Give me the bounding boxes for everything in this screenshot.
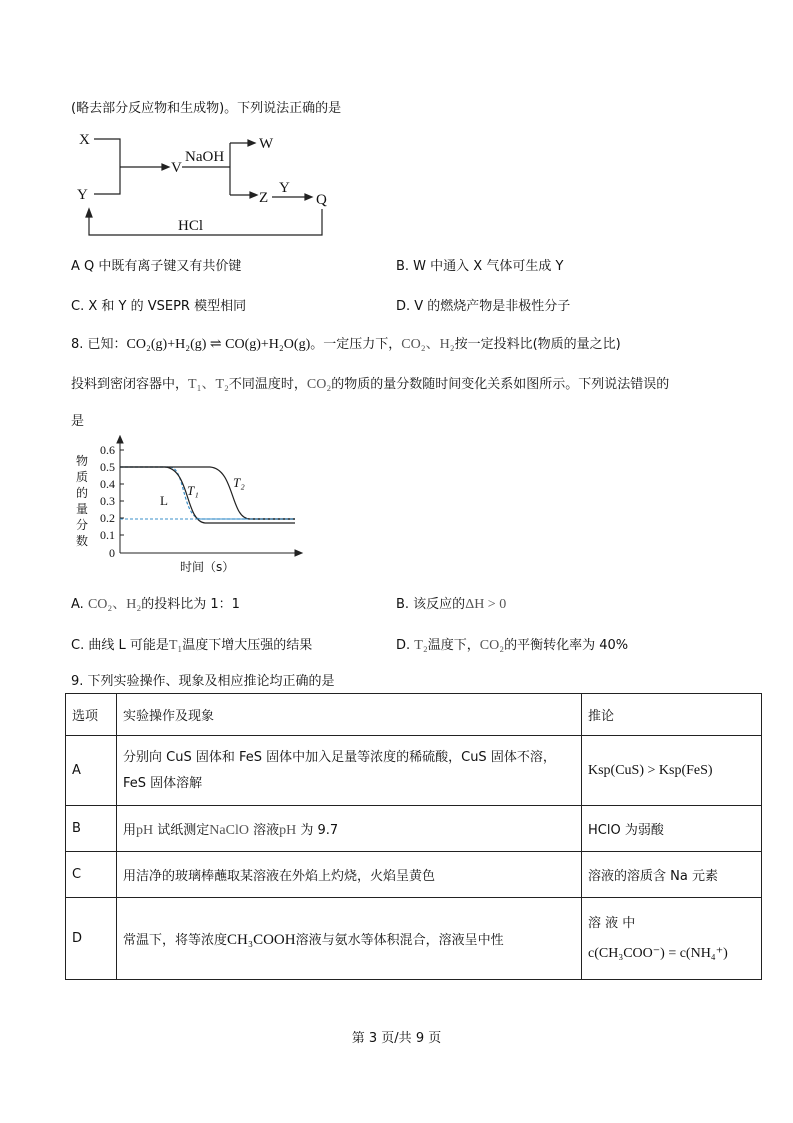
q8-line2: 投料到密闭容器中，T₁、T₂不同温度时，CO₂的物质的量分数随时间变化关系如图所示。下列说法错误的 — [71, 377, 670, 392]
q8-option-a: A. CO₂、H₂的投料比为 1：1 — [71, 597, 240, 612]
reagent-hcl: HCl — [178, 218, 204, 234]
q8-line3: 是 — [71, 414, 85, 429]
q8-option-d: D. T₂温度下，CO₂的平衡转化率为 40% — [396, 638, 629, 653]
ylabel-char-1: 物 — [75, 454, 89, 468]
row-c-operation: 用洁净的玻璃棒蘸取某溶液在外焰上灼烧，火焰呈黄色 — [117, 852, 582, 898]
page-footer: 第 3 页/共 9 页 — [351, 1031, 442, 1046]
curve-l — [120, 467, 295, 519]
q8-equation: CO₂(g)+H₂(g) ⇌ CO(g)+H₂O(g) — [126, 337, 311, 352]
row-a-conclusion: Ksp(CuS) > Ksp(FeS) — [582, 736, 762, 806]
label-l: L — [160, 493, 168, 508]
header-operation: 实验操作及现象 — [117, 694, 582, 736]
q8-option-b: B. 该反应的ΔH > 0 — [396, 597, 507, 612]
header-option: 选项 — [66, 694, 117, 736]
node-q: Q — [316, 192, 327, 208]
ylabel-char-4: 量 — [75, 502, 89, 516]
ylabel-char-6: 数 — [75, 534, 89, 548]
q8-line1: 8. 已知：CO₂(g)+H₂(g) ⇌ CO(g)+H₂O(g)。一定压力下，CO₂、H₂按一定投料比(物质的量之比) — [71, 337, 621, 352]
ytick-6: 0 — [109, 546, 115, 560]
row-c-option: C — [66, 852, 117, 898]
q8-number: 8. 已知： — [71, 337, 127, 352]
header-conclusion: 推论 — [582, 694, 762, 736]
ylabel-char-5: 分 — [75, 518, 89, 532]
node-z: Z — [259, 190, 269, 206]
node-w: W — [259, 136, 274, 152]
x-axis-label: 时间（s） — [180, 560, 235, 574]
node-y: Y — [77, 187, 88, 203]
reagent-y: Y — [279, 180, 290, 196]
q9-table — [65, 693, 762, 980]
ytick-4: 0.2 — [100, 511, 115, 525]
ytick-0: 0.6 — [100, 443, 115, 457]
row-d-operation: 常温下，将等浓度CH₃COOH溶液与氨水等体积混合，溶液呈中性 — [117, 898, 582, 980]
curve-t2 — [120, 467, 295, 519]
row-c-conclusion: 溶液的溶质含 Na 元素 — [582, 852, 762, 898]
label-t1: T₁ — [187, 483, 199, 498]
table-row — [66, 736, 762, 806]
ytick-5: 0.1 — [100, 528, 115, 542]
row-b-operation: 用pH 试纸测定NaClO 溶液pH 为 9.7 — [117, 806, 582, 852]
ytick-3: 0.3 — [100, 494, 115, 508]
table-row — [66, 898, 762, 980]
row-a-option: A — [66, 736, 117, 806]
y-axis-label — [76, 453, 88, 548]
q7-option-b: B. W 中通入 X 气体可生成 Y — [396, 259, 564, 274]
q7-option-d: D. V 的燃烧产物是非极性分子 — [396, 299, 571, 314]
row-a-operation: 分别向 CuS 固体和 FeS 固体中加入足量等浓度的稀硫酸，CuS 固体不溶， FeS 固体溶解 — [117, 736, 582, 806]
row-d-option: D — [66, 898, 117, 980]
q8-chart — [70, 435, 310, 580]
ytick-1: 0.5 — [100, 460, 115, 474]
ylabel-char-3: 的 — [75, 486, 89, 500]
q8-option-c: C. 曲线 L 可能是T₁温度下增大压强的结果 — [71, 638, 313, 653]
q7-option-a: A Q 中既有离子键又有共价键 — [71, 259, 242, 274]
q7-reaction-diagram — [70, 125, 340, 240]
table-row — [66, 852, 762, 898]
curve-t1 — [120, 467, 295, 523]
row-b-option: B — [66, 806, 117, 852]
row-b-conclusion: HClO 为弱酸 — [582, 806, 762, 852]
row-d-conclusion: 溶 液 中 c(CH₃COO⁻) = c(NH₄⁺) — [582, 898, 762, 980]
q9-stem: 9. 下列实验操作、现象及相应推论均正确的是 — [71, 674, 335, 689]
ylabel-char-2: 质 — [75, 470, 89, 484]
node-v: V — [171, 160, 182, 176]
q7-option-c: C. X 和 Y 的 VSEPR 模型相同 — [71, 299, 247, 314]
reagent-naoh: NaOH — [185, 149, 225, 165]
table-header-row — [66, 694, 762, 736]
node-x: X — [79, 132, 90, 148]
table-row — [66, 806, 762, 852]
q7-stem-tail: (略去部分反应物和生成物)。下列说法正确的是 — [71, 101, 342, 116]
label-t2: T₂ — [233, 475, 245, 490]
ytick-2: 0.4 — [100, 477, 115, 491]
